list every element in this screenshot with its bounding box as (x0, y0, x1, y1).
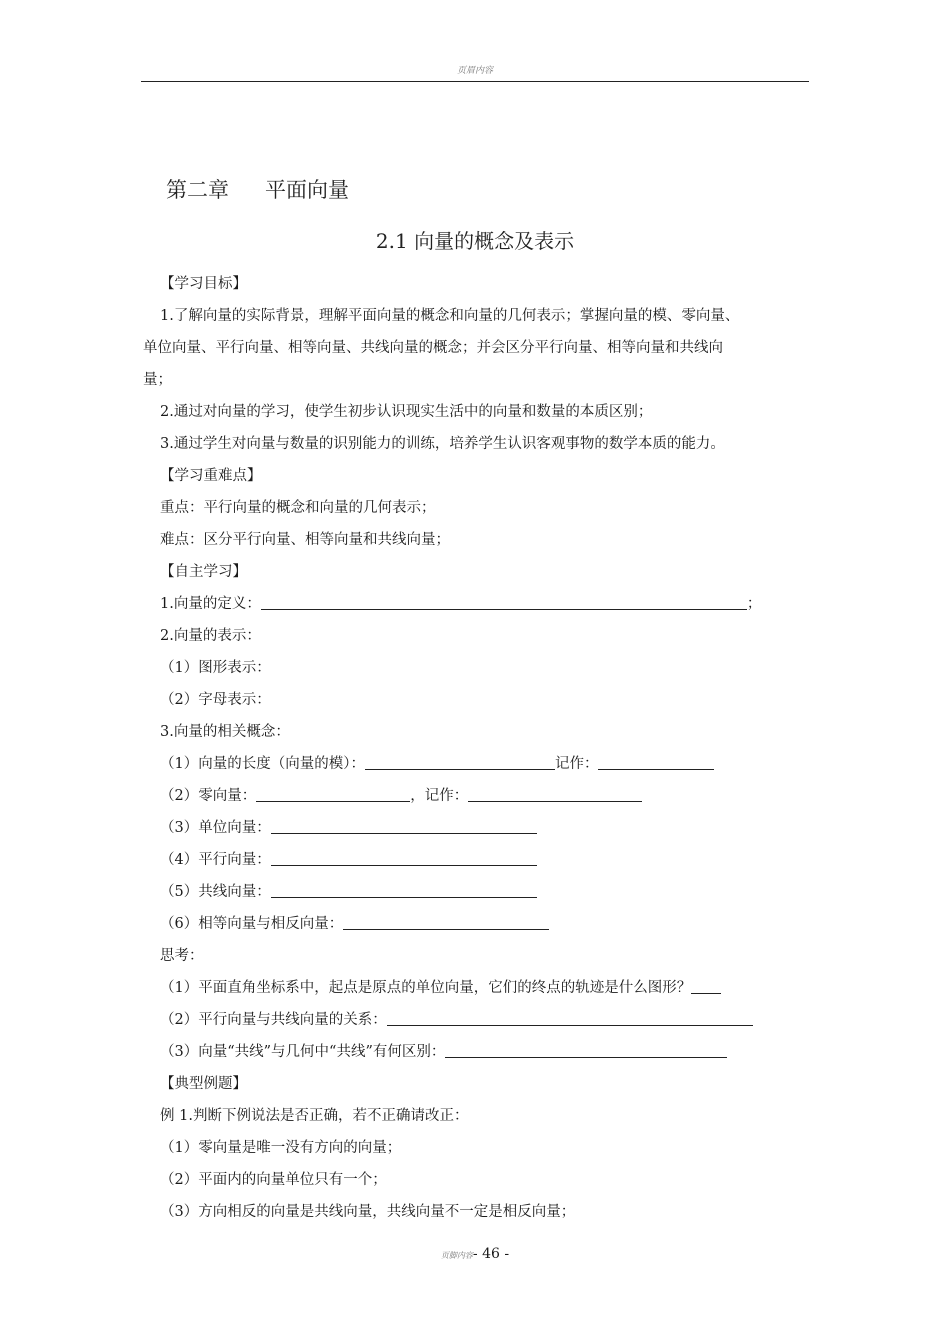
example-1: 例 1.判断下例说法是否正确，若不正确请改正： (160, 1108, 469, 1124)
page-header (141, 64, 809, 82)
key-point-difficulty: 难点：区分平行向量、相等向量和共线向量； (160, 532, 450, 548)
answer-blank[interactable] (271, 883, 537, 898)
footer-label: 页脚内容 (440, 1251, 473, 1260)
concept-equal-label: （6）相等向量与相反向量： (160, 916, 344, 932)
answer-blank[interactable] (387, 1011, 753, 1026)
answer-blank[interactable] (365, 755, 555, 770)
self-study-heading: 【自主学习】 (160, 564, 247, 580)
key-points-heading: 【学习重难点】 (160, 468, 262, 484)
example-1-item-1: （1）零向量是唯一没有方向的向量； (160, 1140, 402, 1156)
thinking-question-1-text: （1）平面直角坐标系中，起点是原点的单位向量，它们的终点的轨迹是什么图形？ (160, 980, 692, 996)
concept-length (160, 754, 714, 774)
thinking-question-1 (160, 978, 721, 998)
concept-unit-label: （3）单位向量： (160, 820, 271, 836)
section-title: 2.1 向量的概念及表示 (375, 229, 575, 253)
objectives-heading: 【学习目标】 (160, 276, 247, 292)
objective-1-line-1: 1.了解向量的实际背景，理解平面向量的概念和向量的几何表示；掌握向量的模、零向量、 (160, 308, 740, 324)
question-definition-label: 1.向量的定义： (160, 596, 261, 612)
concept-collinear-label: （5）共线向量： (160, 884, 271, 900)
answer-blank[interactable] (343, 915, 549, 930)
example-1-item-3: （3）方向相反的向量是共线向量，共线向量不一定是相反向量； (160, 1204, 576, 1220)
concept-collinear-vector (160, 882, 537, 902)
concept-zero-label: （2）零向量： (160, 788, 257, 804)
objective-1-line-2: 单位向量、平行向量、相等向量、共线向量的概念；并会区分平行向量、相等向量和共线向 (143, 340, 723, 356)
concept-parallel-label: （4）平行向量： (160, 852, 271, 868)
key-point-focus: 重点：平行向量的概念和向量的几何表示； (160, 500, 436, 516)
question-representation: 2.向量的表示： (160, 628, 261, 644)
concept-parallel-vector (160, 850, 537, 870)
concept-zero-vector (160, 786, 642, 806)
page-number: - 46 - (472, 1246, 510, 1262)
question-definition (160, 594, 761, 614)
thinking-question-3 (160, 1042, 727, 1062)
concept-length-label: （1）向量的长度（向量的模）： (160, 756, 365, 772)
thinking-question-3-text: （3）向量“共线”与几何中“共线”有何区别： (160, 1044, 446, 1060)
representation-letter: （2）字母表示： (160, 692, 271, 708)
chapter-title (166, 174, 349, 204)
header-text: 页眉内容 (456, 66, 493, 76)
answer-blank[interactable] (445, 1043, 727, 1058)
representation-graphic: （1）图形表示： (160, 660, 271, 676)
answer-blank[interactable] (598, 755, 714, 770)
concept-length-note: 记作： (554, 756, 599, 772)
answer-blank[interactable] (271, 851, 537, 866)
answer-blank[interactable] (261, 595, 747, 610)
answer-blank[interactable] (468, 787, 642, 802)
page-footer (0, 1246, 950, 1262)
example-1-item-2: （2）平面内的向量单位只有一个； (160, 1172, 387, 1188)
question-definition-end: ； (746, 596, 762, 612)
examples-heading: 【典型例题】 (160, 1076, 247, 1092)
answer-blank[interactable] (256, 787, 410, 802)
objective-2: 2.通过对向量的学习，使学生初步认识现实生活中的向量和数量的本质区别； (160, 404, 653, 420)
answer-blank[interactable] (271, 819, 537, 834)
answer-blank[interactable] (691, 979, 721, 994)
objective-3: 3.通过学生对向量与数量的识别能力的训练，培养学生认识客观事物的数学本质的能力。 (160, 436, 725, 452)
thinking-question-2 (160, 1010, 753, 1030)
concept-unit-vector (160, 818, 537, 838)
chapter-name: 平面向量 (265, 178, 349, 202)
objective-1-line-3: 量； (143, 372, 172, 388)
thinking-heading: 思考： (160, 948, 204, 964)
question-concepts: 3.向量的相关概念： (160, 724, 290, 740)
thinking-question-2-text: （2）平行向量与共线向量的关系： (160, 1012, 387, 1028)
concept-zero-note: ，记作： (410, 788, 469, 804)
chapter-number: 第二章 (166, 178, 229, 202)
concept-equal-opposite (160, 914, 549, 934)
